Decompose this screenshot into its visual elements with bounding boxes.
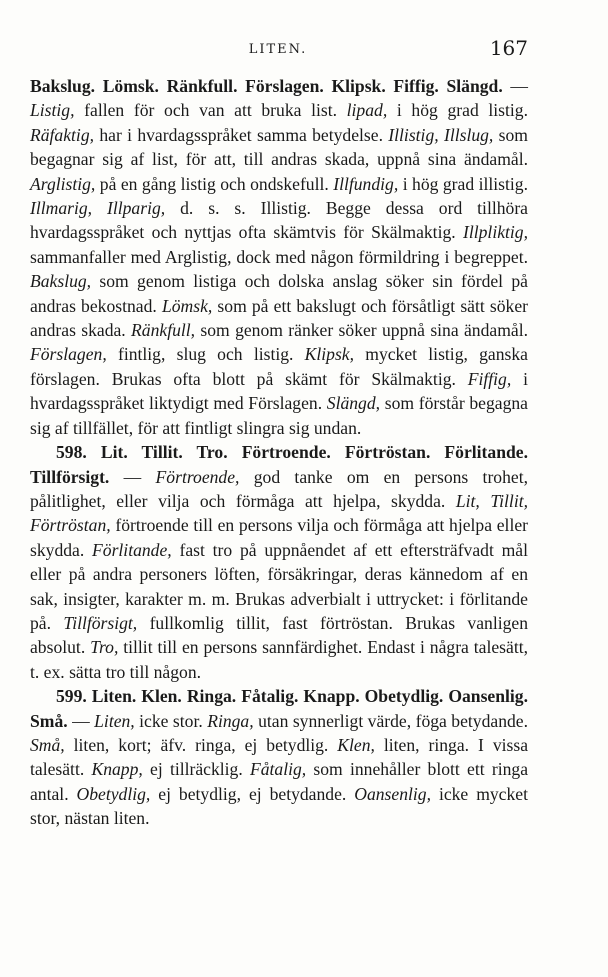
entry-paragraph xyxy=(30,684,528,830)
definition-text: som förstår begagna sig af tillfället, för att fintligt slingra sig undan. xyxy=(30,393,528,438)
definition-text: fast tro på uppnåendet af ett eftersträfvadt mål eller på andra personers löften, försäkringar, deras kännedom af en sak, insigter, karakter m. m. Brukas adverbialt i uttrycket: i förlitande på. xyxy=(30,539,529,633)
headword: Arglistig, xyxy=(30,173,96,194)
headword: Lit, Tillit, Förtröstan, xyxy=(30,490,528,536)
definition-text: fintlig, slug och listig. xyxy=(106,344,305,365)
definition-text: som genom ränker söker uppnå sina ändamål. xyxy=(195,320,528,341)
headword: Knapp, xyxy=(91,759,143,780)
headword: Tro, xyxy=(90,637,119,658)
headword: Illmarig, Illparig, xyxy=(30,198,166,219)
headword: Fiffig, xyxy=(467,368,512,389)
definition-text: icke stor. xyxy=(134,710,208,731)
definition-text: fullkomlig tillit, fast förtröstan. Brukas vanligen absolut. xyxy=(30,612,529,658)
definition-text: tillit till en persons sannfärdighet. Endast i några talesätt, t. ex. sätta tro till någon. xyxy=(30,637,528,682)
definition-text: liten, kort; äfv. ringa, ej betydlig. xyxy=(64,734,338,755)
headword: Oansenlig, xyxy=(354,783,431,804)
entry-paragraph xyxy=(30,440,528,684)
definition-text: ej tillräcklig. xyxy=(142,759,250,780)
definition-text: förtroende till en persons vilja och förmåga att hjelpa eller skydda. xyxy=(30,515,528,560)
definition-text: liten, ringa. I vissa talesätt. xyxy=(30,734,529,780)
definition-text: i hög grad illistig. xyxy=(398,173,528,194)
definition-text: — xyxy=(502,76,528,96)
definition-text: — xyxy=(67,710,95,731)
headword: Ringa, xyxy=(207,710,254,731)
headword: lipad, xyxy=(346,100,388,121)
page-number: 167 xyxy=(489,36,528,60)
definition-text: d. s. s. Illistig. Begge dessa ord tillhöra hvardagsspråket och nyttjas ofta skämtvis för Skälmaktig. xyxy=(30,198,528,243)
running-title: LITEN. xyxy=(248,42,308,57)
headword: Små, xyxy=(30,734,65,755)
definition-text: mycket listig, ganska förslagen. Brukas ofta blott på skämt för Skälmaktig. xyxy=(30,344,528,389)
headword: Obetydlig, xyxy=(76,783,151,804)
entry-heading: Bakslug. Lömsk. Ränkfull. Förslagen. Klipsk. Fiffig. Slängd. xyxy=(30,76,503,96)
headword: Klen, xyxy=(337,734,375,755)
definition-text: i hvardagsspråket liktydigt med Förslagen. xyxy=(30,368,528,414)
entry-paragraph xyxy=(30,74,528,440)
headword: Fåtalig, xyxy=(249,759,307,780)
headword: Illslug, xyxy=(443,124,494,145)
definition-text: — xyxy=(109,466,156,487)
text-body xyxy=(30,74,528,831)
definition-text: som innehåller blott ett ringa antal. xyxy=(30,759,528,804)
headword: Förlitande, xyxy=(92,539,172,560)
definition-text: sammanfaller med Arglistig, dock med någon förmildring i begreppet. xyxy=(30,246,528,267)
definition-text: fallen för och van att bruka list. xyxy=(74,100,347,121)
headword: Bakslug, xyxy=(30,271,92,292)
definition-text: i hög grad listig. xyxy=(387,100,528,121)
headword: Illpliktig, xyxy=(463,222,528,243)
definition-text: som begagnar sig af list, för att, till andras skada, uppnå sina ändamål. xyxy=(30,124,528,170)
headword: Illfundig, xyxy=(333,173,399,194)
headword: Liten, xyxy=(94,710,135,731)
headword: Klipsk, xyxy=(304,344,355,365)
definition-text: som genom listiga och dolska anslag söker sin fördel på andras bekostnad. xyxy=(30,271,528,316)
definition-text: utan synnerligt värde, föga betydande. xyxy=(253,710,528,731)
headword: Tillförsigt, xyxy=(63,612,138,633)
running-header xyxy=(28,36,528,62)
headword: Listig, xyxy=(30,100,75,121)
headword: Lömsk, xyxy=(161,295,213,316)
entry-heading: 598. Lit. Tillit. Tro. Förtroende. Förtröstan. Förlitande. Tillförsigt. xyxy=(30,442,528,487)
headword: Förslagen, xyxy=(30,344,107,365)
definition-text: som på ett bakslugt och försåtligt sätt söker andras skada. xyxy=(30,295,528,341)
definition-text: god tanke om en persons trohet, pålitlighet, eller vilja och förmåga att hjelpa, skydda. xyxy=(30,466,528,511)
definition-text: ej betydlig, ej betydande. xyxy=(150,783,355,804)
definition-text: har i hvardagsspråket samma betydelse. xyxy=(94,124,389,145)
headword: Illistig, xyxy=(388,124,439,145)
definition-text: på en gång listig och ondskefull. xyxy=(95,173,334,194)
definition-text: icke mycket stor, nästan liten. xyxy=(30,783,528,829)
headword: Förtroende, xyxy=(155,466,240,487)
headword: Slängd, xyxy=(326,393,381,414)
headword: Räfaktig, xyxy=(30,124,95,145)
headword: Ränkfull, xyxy=(131,320,196,341)
entry-heading: 599. Liten. Klen. Ringa. Fåtalig. Knapp. Obetydlig. Oansenlig. Små. xyxy=(30,686,528,731)
